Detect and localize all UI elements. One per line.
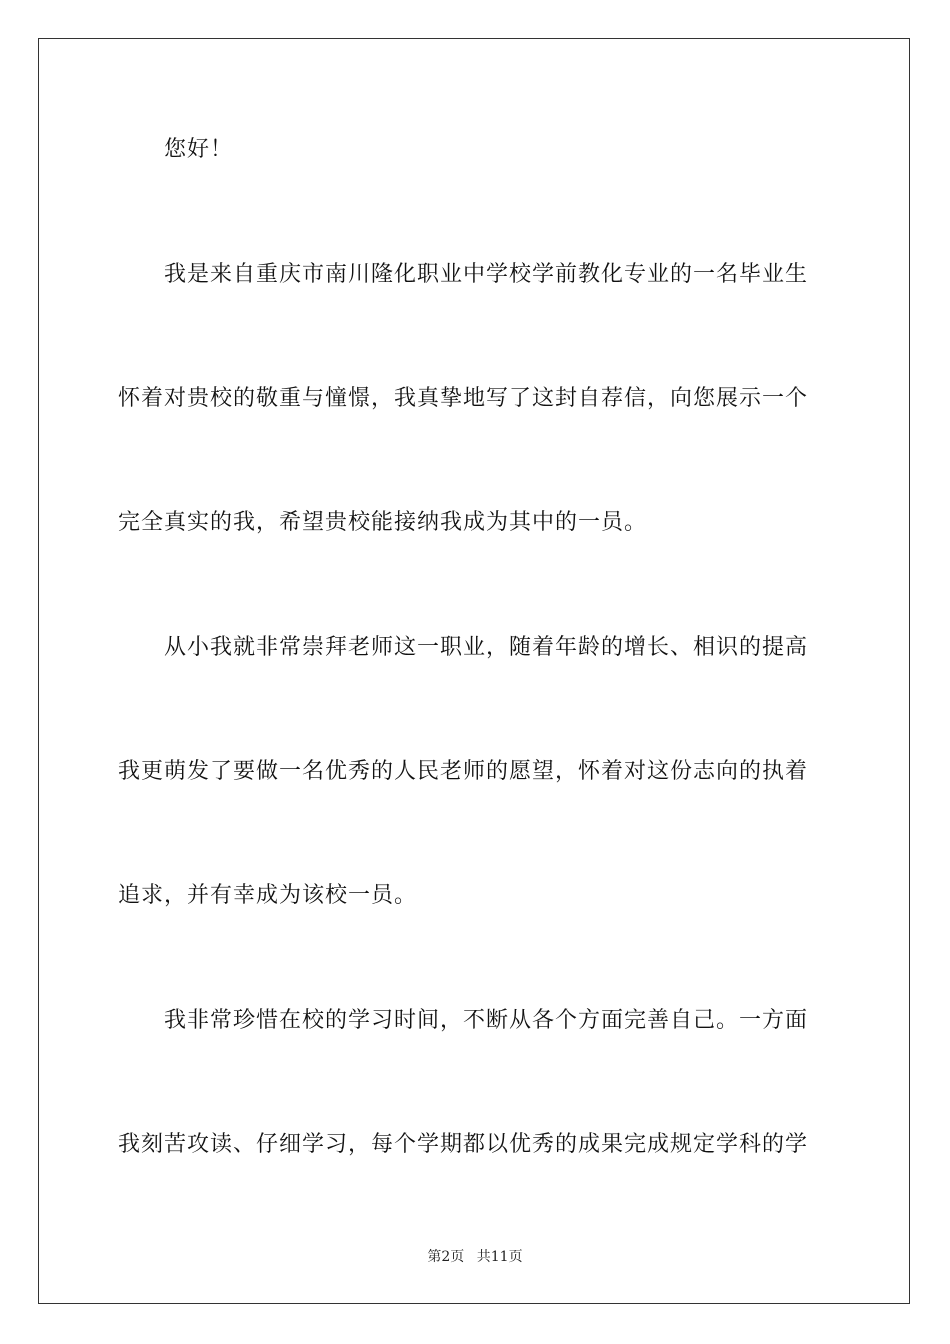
paragraph-line: 追求，并有幸成为该校一员。 [118, 883, 418, 908]
paragraph-line: 怀着对贵校的敬重与憧憬，我真挚地写了这封自荐信，向您展示一个 [118, 386, 809, 411]
paragraph-line: 我更萌发了要做一名优秀的人民老师的愿望，怀着对这份志向的执着 [118, 759, 809, 784]
paragraph-line: 完全真实的我，希望贵校能接纳我成为其中的一员。 [118, 510, 648, 535]
paragraph-line: 我是来自重庆市南川隆化职业中学校学前教化专业的一名毕业生 [164, 262, 809, 287]
page-frame [38, 38, 910, 1304]
greeting-line: 您好！ [164, 137, 234, 162]
page-footer [0, 1247, 950, 1267]
paragraph-line: 我刻苦攻读、仔细学习，每个学期都以优秀的成果完成规定学科的学 [118, 1132, 809, 1157]
page-number: 第2页 [427, 1249, 465, 1265]
page-total: 共11页 [476, 1249, 523, 1265]
paragraph-line: 从小我就非常崇拜老师这一职业，随着年龄的增长、相识的提高 [164, 635, 809, 660]
paragraph-line: 我非常珍惜在校的学习时间，不断从各个方面完善自己。一方面 [164, 1008, 809, 1033]
